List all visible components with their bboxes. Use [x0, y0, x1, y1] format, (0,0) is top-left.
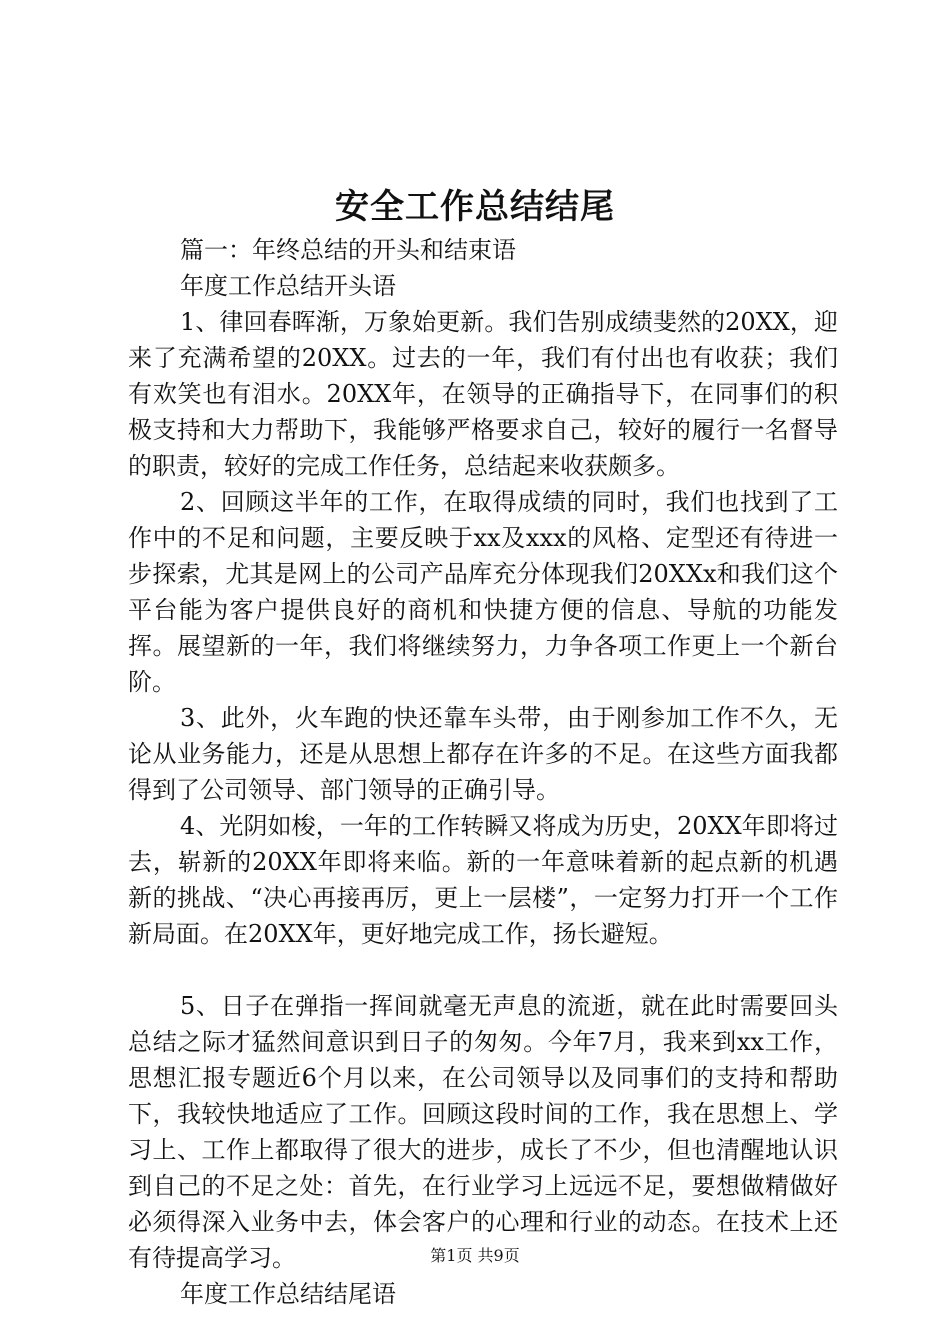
document-body	[128, 232, 838, 1312]
section-heading: 篇一：年终总结的开头和结束语	[180, 236, 516, 264]
closing-heading: 年度工作总结结尾语	[180, 1280, 396, 1308]
page-number-footer: 第1页 共9页	[430, 1246, 520, 1265]
paragraph-4: 4、光阴如梭，一年的工作转瞬又将成为历史，20XX年即将过去，崭新的20XX年即将来临。新的一年意味着新的起点新的机遇新的挑战、“决心再接再厉，更上一层楼”，一定努力打开一个工作新局面。在20XX年，更好地完成工作，扬长避短。	[128, 812, 838, 948]
paragraph-3: 3、此外，火车跑的快还靠车头带，由于刚参加工作不久，无论从业务能力，还是从思想上都存在许多的不足。在这些方面我都得到了公司领导、部门领导的正确引导。	[128, 704, 838, 804]
paragraph-5: 5、日子在弹指一挥间就毫无声息的流逝，就在此时需要回头总结之际才猛然间意识到日子的匆匆。今年7月，我来到xx工作，思想汇报专题近6个月以来，在公司领导以及同事们的支持和帮助下，我较快地适应了工作。回顾这段时间的工作，我在思想上、学习上、工作上都取得了很大的进步，成长了不少，但也清醒地认识到自己的不足之处：首先，在行业学习上远远不足，要想做精做好必须得深入业务中去，体会客户的心理和行业的动态。在技术上还有待提高学习。	[128, 992, 838, 1272]
paragraph-spacer	[128, 952, 838, 988]
opening-heading: 年度工作总结开头语	[180, 272, 396, 300]
paragraph-2: 2、回顾这半年的工作，在取得成绩的同时，我们也找到了工作中的不足和问题，主要反映于xx及xxx的风格、定型还有待进一步探索，尤其是网上的公司产品库充分体现我们20XXx和我们这个平台能为客户提供良好的商机和快捷方便的信息、导航的功能发挥。展望新的一年，我们将继续努力，力争各项工作更上一个新台阶。	[128, 488, 838, 696]
paragraph-1: 1、律回春晖渐，万象始更新。我们告别成绩斐然的20XX，迎来了充满希望的20XX。过去的一年，我们有付出也有收获；我们有欢笑也有泪水。20XX年，在领导的正确指导下，在同事们的积极支持和大力帮助下，我能够严格要求自己，较好的履行一名督导的职责，较好的完成工作任务，总结起来收获颇多。	[128, 308, 838, 480]
document-title: 安全工作总结结尾	[335, 187, 615, 227]
